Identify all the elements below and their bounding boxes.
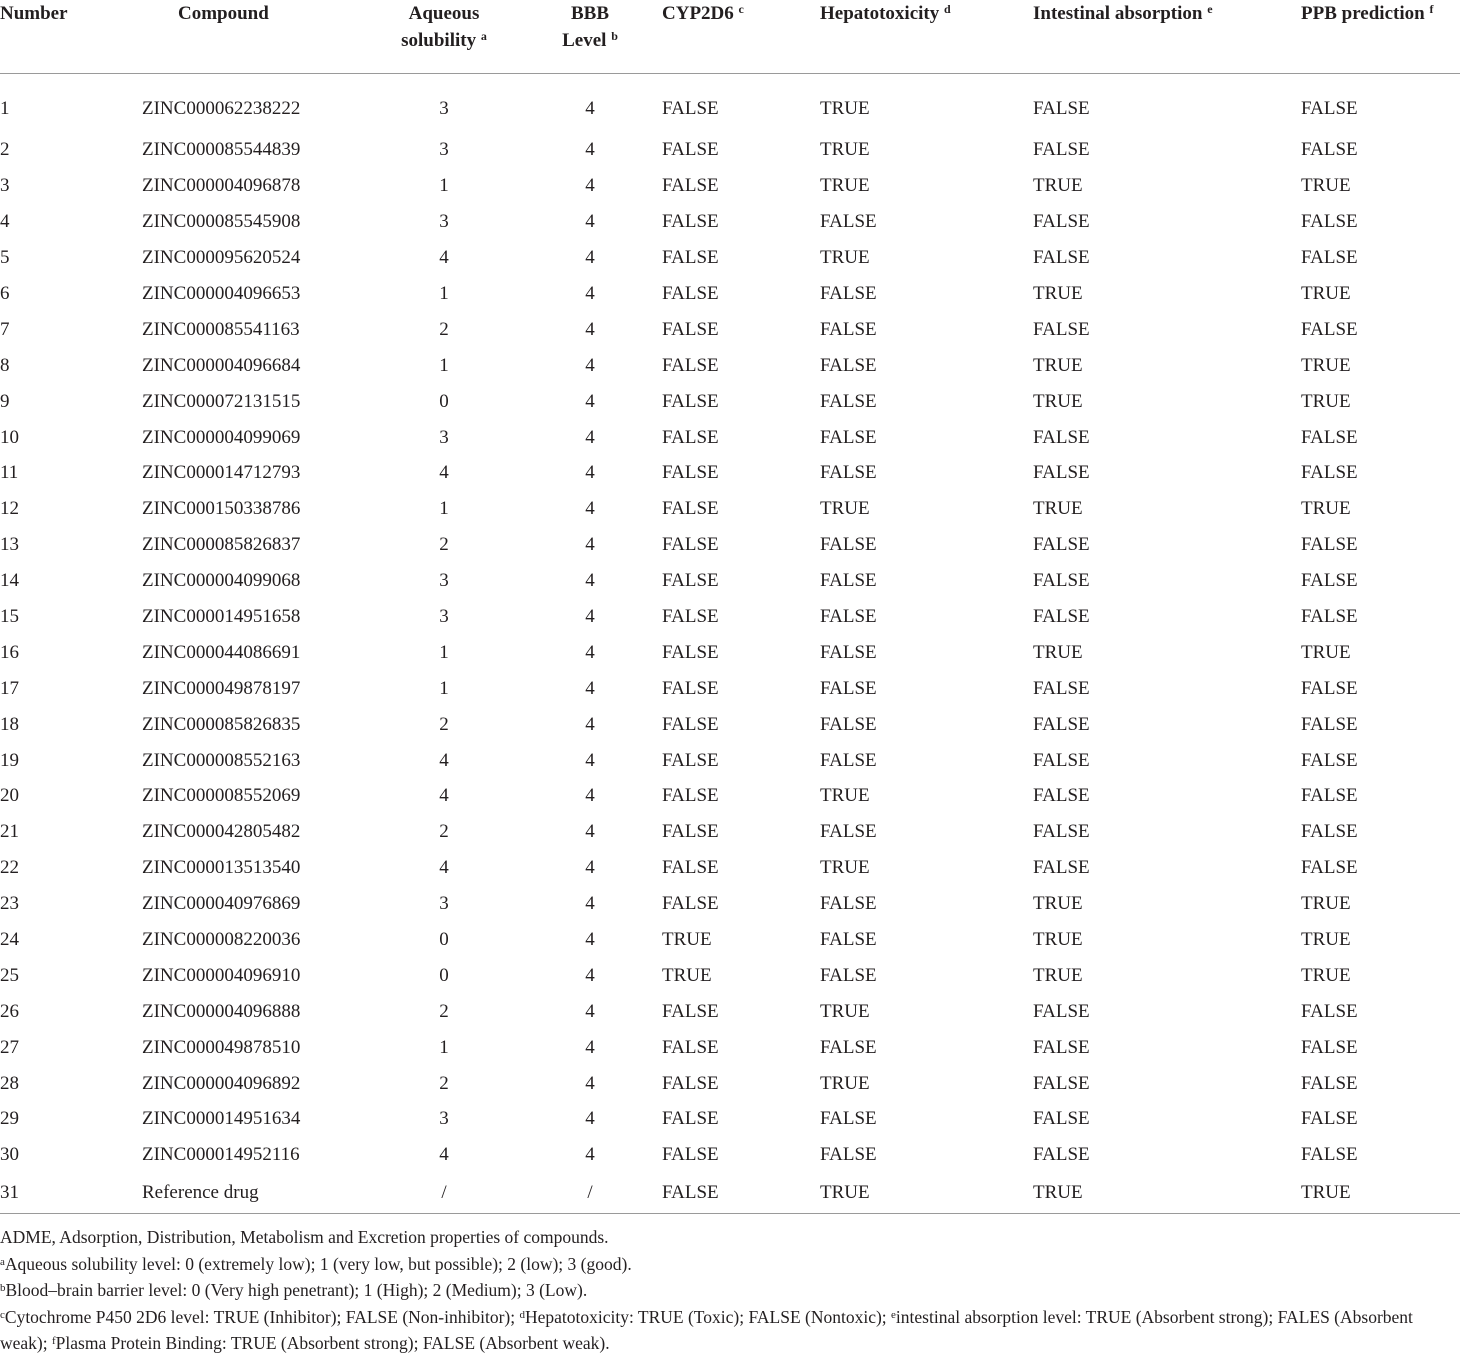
compound-cell: ZINC000014712793 bbox=[142, 462, 301, 484]
table-row bbox=[0, 240, 1460, 276]
ppb-prediction-cell: FALSE bbox=[1301, 1144, 1358, 1166]
bbb-level-cell: / bbox=[587, 1182, 593, 1204]
footnote-a: $^a$Aqueous solubility level: 0 (extremely low); 1 (very low, but possible); 2 (low); 3 (good). bbox=[0, 1253, 632, 1274]
header-aqueous-solubility: Aqueous solubility $^a$ bbox=[370, 0, 518, 73]
compound-cell: ZINC000042805482 bbox=[142, 821, 301, 843]
compound-cell: ZINC000004099069 bbox=[142, 426, 301, 448]
number-cell: 16 bbox=[0, 641, 19, 663]
aqueous-solubility-cell: 1 bbox=[439, 175, 449, 197]
aqueous-solubility-cell: 4 bbox=[439, 247, 449, 269]
table-row bbox=[0, 133, 1460, 169]
ppb-prediction-cell: FALSE bbox=[1301, 857, 1358, 879]
table-row bbox=[0, 779, 1460, 815]
intestinal-absorption-cell: FALSE bbox=[1033, 570, 1090, 592]
compound-cell: ZINC000008552163 bbox=[142, 749, 301, 771]
table-row bbox=[0, 420, 1460, 456]
number-cell: 29 bbox=[0, 1108, 19, 1130]
table-row bbox=[0, 850, 1460, 886]
intestinal-absorption-cell: TRUE bbox=[1033, 929, 1083, 951]
table-row bbox=[0, 1066, 1460, 1102]
number-cell: 23 bbox=[0, 893, 19, 915]
intestinal-absorption-cell: FALSE bbox=[1033, 606, 1090, 628]
table-row bbox=[0, 814, 1460, 850]
compound-cell: ZINC000014952116 bbox=[142, 1144, 300, 1166]
ppb-prediction-cell: FALSE bbox=[1301, 139, 1358, 161]
table-row bbox=[0, 707, 1460, 743]
table-row bbox=[0, 599, 1460, 635]
number-cell: 22 bbox=[0, 857, 19, 879]
cyp2d6-cell: FALSE bbox=[662, 354, 719, 376]
hepatotoxicity-cell: FALSE bbox=[820, 1036, 877, 1058]
intestinal-absorption-cell: FALSE bbox=[1033, 247, 1090, 269]
ppb-prediction-cell: FALSE bbox=[1301, 1108, 1358, 1130]
table-body bbox=[0, 73, 1460, 1214]
cyp2d6-cell: TRUE bbox=[662, 929, 712, 951]
hepatotoxicity-cell: TRUE bbox=[820, 1000, 870, 1022]
aqueous-solubility-cell: 1 bbox=[439, 1036, 449, 1058]
compound-cell: ZINC000004096878 bbox=[142, 175, 301, 197]
number-cell: 26 bbox=[0, 1000, 19, 1022]
aqueous-solubility-cell: 4 bbox=[439, 462, 449, 484]
table-row bbox=[0, 527, 1460, 563]
table-row bbox=[0, 958, 1460, 994]
hepatotoxicity-cell: TRUE bbox=[820, 498, 870, 520]
ppb-prediction-cell: FALSE bbox=[1301, 534, 1358, 556]
aqueous-solubility-cell: 3 bbox=[439, 211, 449, 233]
cyp2d6-cell: FALSE bbox=[662, 98, 719, 119]
cyp2d6-cell: FALSE bbox=[662, 570, 719, 592]
ppb-prediction-cell: TRUE bbox=[1301, 893, 1351, 915]
number-cell: 21 bbox=[0, 821, 19, 843]
table-header bbox=[0, 0, 1460, 73]
hepatotoxicity-cell: FALSE bbox=[820, 677, 877, 699]
aqueous-solubility-cell: 1 bbox=[439, 283, 449, 304]
ppb-prediction-cell: TRUE bbox=[1301, 641, 1351, 663]
intestinal-absorption-cell: FALSE bbox=[1033, 534, 1090, 556]
intestinal-absorption-cell: FALSE bbox=[1033, 857, 1090, 879]
table-row bbox=[0, 635, 1460, 671]
ppb-prediction-cell: FALSE bbox=[1301, 1000, 1358, 1022]
number-cell: 27 bbox=[0, 1036, 19, 1058]
table-row bbox=[0, 1102, 1460, 1138]
cyp2d6-cell: FALSE bbox=[662, 211, 719, 233]
aqueous-solubility-cell: 2 bbox=[439, 1000, 449, 1022]
compound-cell: ZINC000013513540 bbox=[142, 857, 301, 879]
aqueous-solubility-cell: 3 bbox=[439, 139, 449, 161]
compound-cell: ZINC000085541163 bbox=[142, 318, 300, 340]
ppb-prediction-cell: FALSE bbox=[1301, 462, 1358, 484]
cyp2d6-cell: FALSE bbox=[662, 318, 719, 340]
hepatotoxicity-cell: FALSE bbox=[820, 964, 877, 986]
compound-cell: ZINC000062238222 bbox=[142, 98, 301, 119]
hepatotoxicity-cell: FALSE bbox=[820, 211, 877, 233]
ppb-prediction-cell: TRUE bbox=[1301, 283, 1351, 304]
number-cell: 4 bbox=[0, 211, 10, 233]
intestinal-absorption-cell: FALSE bbox=[1033, 1072, 1090, 1094]
bbb-level-cell: 4 bbox=[585, 929, 595, 951]
cyp2d6-cell: FALSE bbox=[662, 641, 719, 663]
aqueous-solubility-cell: 0 bbox=[439, 929, 449, 951]
intestinal-absorption-cell: FALSE bbox=[1033, 426, 1090, 448]
cyp2d6-cell: FALSE bbox=[662, 1000, 719, 1022]
cyp2d6-cell: FALSE bbox=[662, 785, 719, 807]
bbb-level-cell: 4 bbox=[585, 211, 595, 233]
number-cell: 13 bbox=[0, 534, 19, 556]
intestinal-absorption-cell: FALSE bbox=[1033, 677, 1090, 699]
hepatotoxicity-cell: FALSE bbox=[820, 641, 877, 663]
bbb-level-cell: 4 bbox=[585, 749, 595, 771]
table-row bbox=[0, 671, 1460, 707]
cyp2d6-cell: FALSE bbox=[662, 498, 719, 520]
cyp2d6-cell: FALSE bbox=[662, 749, 719, 771]
table-row bbox=[0, 1137, 1460, 1173]
number-cell: 18 bbox=[0, 713, 19, 735]
number-cell: 10 bbox=[0, 426, 19, 448]
hepatotoxicity-cell: TRUE bbox=[820, 1072, 870, 1094]
compound-cell: ZINC000150338786 bbox=[142, 498, 301, 520]
ppb-prediction-cell: FALSE bbox=[1301, 1036, 1358, 1058]
header-number: Number bbox=[0, 0, 142, 73]
intestinal-absorption-cell: FALSE bbox=[1033, 1144, 1090, 1166]
intestinal-absorption-cell: FALSE bbox=[1033, 785, 1090, 807]
compound-cell: ZINC000044086691 bbox=[142, 641, 301, 663]
table-row bbox=[0, 1030, 1460, 1066]
table-row bbox=[0, 204, 1460, 240]
table-row bbox=[0, 348, 1460, 384]
aqueous-solubility-cell: 3 bbox=[439, 893, 449, 915]
ppb-prediction-cell: FALSE bbox=[1301, 211, 1358, 233]
number-cell: 9 bbox=[0, 390, 10, 412]
intestinal-absorption-cell: TRUE bbox=[1033, 893, 1083, 915]
hepatotoxicity-cell: FALSE bbox=[820, 606, 877, 628]
hepatotoxicity-cell: TRUE bbox=[820, 1182, 870, 1204]
cyp2d6-cell: FALSE bbox=[662, 462, 719, 484]
cyp2d6-cell: FALSE bbox=[662, 1182, 719, 1204]
compound-cell: ZINC000014951658 bbox=[142, 606, 301, 628]
cyp2d6-cell: TRUE bbox=[662, 964, 712, 986]
compound-cell: ZINC000040976869 bbox=[142, 893, 301, 915]
hepatotoxicity-cell: FALSE bbox=[820, 1144, 877, 1166]
number-cell: 30 bbox=[0, 1144, 19, 1166]
ppb-prediction-cell: TRUE bbox=[1301, 1182, 1351, 1204]
number-cell: 19 bbox=[0, 749, 19, 771]
ppb-prediction-cell: TRUE bbox=[1301, 175, 1351, 197]
number-cell: 11 bbox=[0, 462, 19, 484]
number-cell: 7 bbox=[0, 318, 10, 340]
compound-cell: ZINC000004096910 bbox=[142, 964, 301, 986]
aqueous-solubility-cell: 4 bbox=[439, 857, 449, 879]
cyp2d6-cell: FALSE bbox=[662, 1108, 719, 1130]
bbb-level-cell: 4 bbox=[585, 318, 595, 340]
intestinal-absorption-cell: TRUE bbox=[1033, 964, 1083, 986]
bbb-level-cell: 4 bbox=[585, 139, 595, 161]
compound-cell: ZINC000085826835 bbox=[142, 713, 301, 735]
number-cell: 5 bbox=[0, 247, 10, 269]
ppb-prediction-cell: FALSE bbox=[1301, 785, 1358, 807]
number-cell: 15 bbox=[0, 606, 19, 628]
table-row bbox=[0, 276, 1460, 312]
compound-cell: ZINC000049878510 bbox=[142, 1036, 301, 1058]
cyp2d6-cell: FALSE bbox=[662, 283, 719, 304]
bbb-level-cell: 4 bbox=[585, 98, 595, 119]
compound-cell: ZINC000004096888 bbox=[142, 1000, 301, 1022]
cyp2d6-cell: FALSE bbox=[662, 893, 719, 915]
aqueous-solubility-cell: 3 bbox=[439, 1108, 449, 1130]
table-row bbox=[0, 1173, 1460, 1214]
header-intestinal-absorption: Intestinal absorption $^e$ bbox=[1033, 0, 1301, 73]
ppb-prediction-cell: FALSE bbox=[1301, 98, 1358, 119]
intestinal-absorption-cell: FALSE bbox=[1033, 1036, 1090, 1058]
bbb-level-cell: 4 bbox=[585, 283, 595, 304]
ppb-prediction-cell: FALSE bbox=[1301, 570, 1358, 592]
hepatotoxicity-cell: TRUE bbox=[820, 139, 870, 161]
hepatotoxicity-cell: TRUE bbox=[820, 247, 870, 269]
hepatotoxicity-cell: FALSE bbox=[820, 713, 877, 735]
intestinal-absorption-cell: TRUE bbox=[1033, 498, 1083, 520]
intestinal-absorption-cell: FALSE bbox=[1033, 1108, 1090, 1130]
bbb-level-cell: 4 bbox=[585, 857, 595, 879]
compound-cell: ZINC000004096653 bbox=[142, 283, 301, 304]
table-footnotes bbox=[0, 1214, 1460, 1357]
aqueous-solubility-cell: 2 bbox=[439, 1072, 449, 1094]
ppb-prediction-cell: FALSE bbox=[1301, 247, 1358, 269]
table-row bbox=[0, 563, 1460, 599]
hepatotoxicity-cell: FALSE bbox=[820, 1108, 877, 1130]
hepatotoxicity-cell: FALSE bbox=[820, 354, 877, 376]
footnote-b: $^b$Blood–brain barrier level: 0 (Very high penetrant); 1 (High); 2 (Medium); 3 (Low). bbox=[0, 1280, 588, 1301]
number-cell: 1 bbox=[0, 98, 10, 119]
bbb-level-cell: 4 bbox=[585, 247, 595, 269]
cyp2d6-cell: FALSE bbox=[662, 139, 719, 161]
header-hepatotoxicity: Hepatotoxicity $^d$ bbox=[820, 0, 1033, 73]
hepatotoxicity-cell: FALSE bbox=[820, 929, 877, 951]
intestinal-absorption-cell: TRUE bbox=[1033, 354, 1083, 376]
compound-cell: ZINC000004096892 bbox=[142, 1072, 301, 1094]
bbb-level-cell: 4 bbox=[585, 964, 595, 986]
ppb-prediction-cell: TRUE bbox=[1301, 390, 1351, 412]
intestinal-absorption-cell: FALSE bbox=[1033, 139, 1090, 161]
intestinal-absorption-cell: FALSE bbox=[1033, 211, 1090, 233]
bbb-level-cell: 4 bbox=[585, 606, 595, 628]
aqueous-solubility-cell: 2 bbox=[439, 713, 449, 735]
header-compound: Compound bbox=[142, 0, 370, 73]
ppb-prediction-cell: FALSE bbox=[1301, 821, 1358, 843]
table-row bbox=[0, 886, 1460, 922]
compound-cell: ZINC000004096684 bbox=[142, 354, 301, 376]
cyp2d6-cell: FALSE bbox=[662, 175, 719, 197]
header-bbb-level: BBB Level $^b$ bbox=[518, 0, 662, 73]
compound-cell: ZINC000085544839 bbox=[142, 139, 301, 161]
aqueous-solubility-cell: 4 bbox=[439, 749, 449, 771]
cyp2d6-cell: FALSE bbox=[662, 821, 719, 843]
hepatotoxicity-cell: TRUE bbox=[820, 175, 870, 197]
hepatotoxicity-cell: FALSE bbox=[820, 283, 877, 304]
intestinal-absorption-cell: TRUE bbox=[1033, 283, 1083, 304]
aqueous-solubility-cell: 2 bbox=[439, 534, 449, 556]
ppb-prediction-cell: FALSE bbox=[1301, 677, 1358, 699]
header-ppb-prediction: PPB prediction $^f$ bbox=[1301, 0, 1460, 73]
bbb-level-cell: 4 bbox=[585, 462, 595, 484]
hepatotoxicity-cell: FALSE bbox=[820, 893, 877, 915]
bbb-level-cell: 4 bbox=[585, 1144, 595, 1166]
ppb-prediction-cell: FALSE bbox=[1301, 426, 1358, 448]
intestinal-absorption-cell: FALSE bbox=[1033, 821, 1090, 843]
bbb-level-cell: 4 bbox=[585, 641, 595, 663]
aqueous-solubility-cell: 0 bbox=[439, 964, 449, 986]
compound-cell: ZINC000008552069 bbox=[142, 785, 301, 807]
hepatotoxicity-cell: TRUE bbox=[820, 857, 870, 879]
number-cell: 3 bbox=[0, 175, 10, 197]
intestinal-absorption-cell: FALSE bbox=[1033, 713, 1090, 735]
cyp2d6-cell: FALSE bbox=[662, 534, 719, 556]
aqueous-solubility-cell: / bbox=[441, 1182, 447, 1204]
intestinal-absorption-cell: TRUE bbox=[1033, 1182, 1083, 1204]
intestinal-absorption-cell: TRUE bbox=[1033, 641, 1083, 663]
number-cell: 28 bbox=[0, 1072, 19, 1094]
ppb-prediction-cell: TRUE bbox=[1301, 964, 1351, 986]
table-row bbox=[0, 73, 1460, 133]
intestinal-absorption-cell: TRUE bbox=[1033, 390, 1083, 412]
aqueous-solubility-cell: 3 bbox=[439, 426, 449, 448]
hepatotoxicity-cell: FALSE bbox=[820, 462, 877, 484]
bbb-level-cell: 4 bbox=[585, 175, 595, 197]
table-row bbox=[0, 743, 1460, 779]
intestinal-absorption-cell: FALSE bbox=[1033, 749, 1090, 771]
compound-cell: ZINC000004099068 bbox=[142, 570, 301, 592]
table-row bbox=[0, 491, 1460, 527]
bbb-level-cell: 4 bbox=[585, 677, 595, 699]
aqueous-solubility-cell: 1 bbox=[439, 354, 449, 376]
ppb-prediction-cell: TRUE bbox=[1301, 498, 1351, 520]
hepatotoxicity-cell: FALSE bbox=[820, 749, 877, 771]
bbb-level-cell: 4 bbox=[585, 821, 595, 843]
compound-cell: ZINC000014951634 bbox=[142, 1108, 301, 1130]
bbb-level-cell: 4 bbox=[585, 713, 595, 735]
bbb-level-cell: 4 bbox=[585, 893, 595, 915]
intestinal-absorption-cell: TRUE bbox=[1033, 175, 1083, 197]
hepatotoxicity-cell: TRUE bbox=[820, 98, 870, 119]
compound-cell: ZINC000095620524 bbox=[142, 247, 301, 269]
bbb-level-cell: 4 bbox=[585, 426, 595, 448]
number-cell: 17 bbox=[0, 677, 19, 699]
number-cell: 2 bbox=[0, 139, 10, 161]
bbb-level-cell: 4 bbox=[585, 534, 595, 556]
aqueous-solubility-cell: 3 bbox=[439, 98, 449, 119]
ppb-prediction-cell: TRUE bbox=[1301, 929, 1351, 951]
hepatotoxicity-cell: TRUE bbox=[820, 785, 870, 807]
number-cell: 12 bbox=[0, 498, 19, 520]
footnote-c-to-f: $^c$Cytochrome P450 2D6 level: TRUE (Inhibitor); FALSE (Non-inhibitor); $^d$Hepatotoxicity: TRUE (Toxic); FALSE (Nontoxic); $^e$intestinal absorption level: TRUE (Absorbent strong); FALES (Absorbent weak); $^f$Plasma Protein Binding: TRUE (Absorbent strong); FALSE (Absorbent weak). bbox=[0, 1306, 1413, 1354]
number-cell: 8 bbox=[0, 354, 10, 376]
aqueous-solubility-cell: 1 bbox=[439, 498, 449, 520]
compound-cell: ZINC000008220036 bbox=[142, 929, 301, 951]
number-cell: 20 bbox=[0, 785, 19, 807]
ppb-prediction-cell: FALSE bbox=[1301, 606, 1358, 628]
aqueous-solubility-cell: 2 bbox=[439, 318, 449, 340]
ppb-prediction-cell: FALSE bbox=[1301, 749, 1358, 771]
intestinal-absorption-cell: FALSE bbox=[1033, 318, 1090, 340]
bbb-level-cell: 4 bbox=[585, 1072, 595, 1094]
table-row bbox=[0, 456, 1460, 492]
compound-cell: ZINC000072131515 bbox=[142, 390, 301, 412]
aqueous-solubility-cell: 0 bbox=[439, 390, 449, 412]
number-cell: 24 bbox=[0, 929, 19, 951]
ppb-prediction-cell: FALSE bbox=[1301, 713, 1358, 735]
cyp2d6-cell: FALSE bbox=[662, 677, 719, 699]
table-row bbox=[0, 384, 1460, 420]
cyp2d6-cell: FALSE bbox=[662, 1144, 719, 1166]
compound-cell: ZINC000049878197 bbox=[142, 677, 301, 699]
compound-cell: Reference drug bbox=[142, 1182, 259, 1204]
bbb-level-cell: 4 bbox=[585, 570, 595, 592]
cyp2d6-cell: FALSE bbox=[662, 713, 719, 735]
hepatotoxicity-cell: FALSE bbox=[820, 426, 877, 448]
hepatotoxicity-cell: FALSE bbox=[820, 318, 877, 340]
aqueous-solubility-cell: 4 bbox=[439, 1144, 449, 1166]
cyp2d6-cell: FALSE bbox=[662, 857, 719, 879]
cyp2d6-cell: FALSE bbox=[662, 1036, 719, 1058]
intestinal-absorption-cell: FALSE bbox=[1033, 1000, 1090, 1022]
ppb-prediction-cell: TRUE bbox=[1301, 354, 1351, 376]
aqueous-solubility-cell: 1 bbox=[439, 641, 449, 663]
ppb-prediction-cell: FALSE bbox=[1301, 1072, 1358, 1094]
hepatotoxicity-cell: FALSE bbox=[820, 390, 877, 412]
table-row bbox=[0, 922, 1460, 958]
number-cell: 14 bbox=[0, 570, 19, 592]
bbb-level-cell: 4 bbox=[585, 1036, 595, 1058]
hepatotoxicity-cell: FALSE bbox=[820, 570, 877, 592]
bbb-level-cell: 4 bbox=[585, 498, 595, 520]
number-cell: 31 bbox=[0, 1182, 19, 1204]
intestinal-absorption-cell: FALSE bbox=[1033, 98, 1090, 119]
bbb-level-cell: 4 bbox=[585, 354, 595, 376]
cyp2d6-cell: FALSE bbox=[662, 1072, 719, 1094]
aqueous-solubility-cell: 3 bbox=[439, 570, 449, 592]
ppb-prediction-cell: FALSE bbox=[1301, 318, 1358, 340]
hepatotoxicity-cell: FALSE bbox=[820, 534, 877, 556]
compound-cell: ZINC000085545908 bbox=[142, 211, 301, 233]
cyp2d6-cell: FALSE bbox=[662, 247, 719, 269]
cyp2d6-cell: FALSE bbox=[662, 606, 719, 628]
bbb-level-cell: 4 bbox=[585, 1000, 595, 1022]
header-cyp2d6: CYP2D6 $^c$ bbox=[662, 0, 820, 73]
number-cell: 25 bbox=[0, 964, 19, 986]
number-cell: 6 bbox=[0, 283, 10, 304]
aqueous-solubility-cell: 2 bbox=[439, 821, 449, 843]
bbb-level-cell: 4 bbox=[585, 1108, 595, 1130]
aqueous-solubility-cell: 4 bbox=[439, 785, 449, 807]
intestinal-absorption-cell: FALSE bbox=[1033, 462, 1090, 484]
cyp2d6-cell: FALSE bbox=[662, 426, 719, 448]
table-row bbox=[0, 168, 1460, 204]
footnote-adme: ADME, Adsorption, Distribution, Metabolism and Excretion properties of compounds. bbox=[0, 1227, 609, 1248]
table-row bbox=[0, 312, 1460, 348]
compound-cell: ZINC000085826837 bbox=[142, 534, 301, 556]
aqueous-solubility-cell: 1 bbox=[439, 677, 449, 699]
cyp2d6-cell: FALSE bbox=[662, 390, 719, 412]
aqueous-solubility-cell: 3 bbox=[439, 606, 449, 628]
bbb-level-cell: 4 bbox=[585, 390, 595, 412]
bbb-level-cell: 4 bbox=[585, 785, 595, 807]
table-row bbox=[0, 994, 1460, 1030]
hepatotoxicity-cell: FALSE bbox=[820, 821, 877, 843]
